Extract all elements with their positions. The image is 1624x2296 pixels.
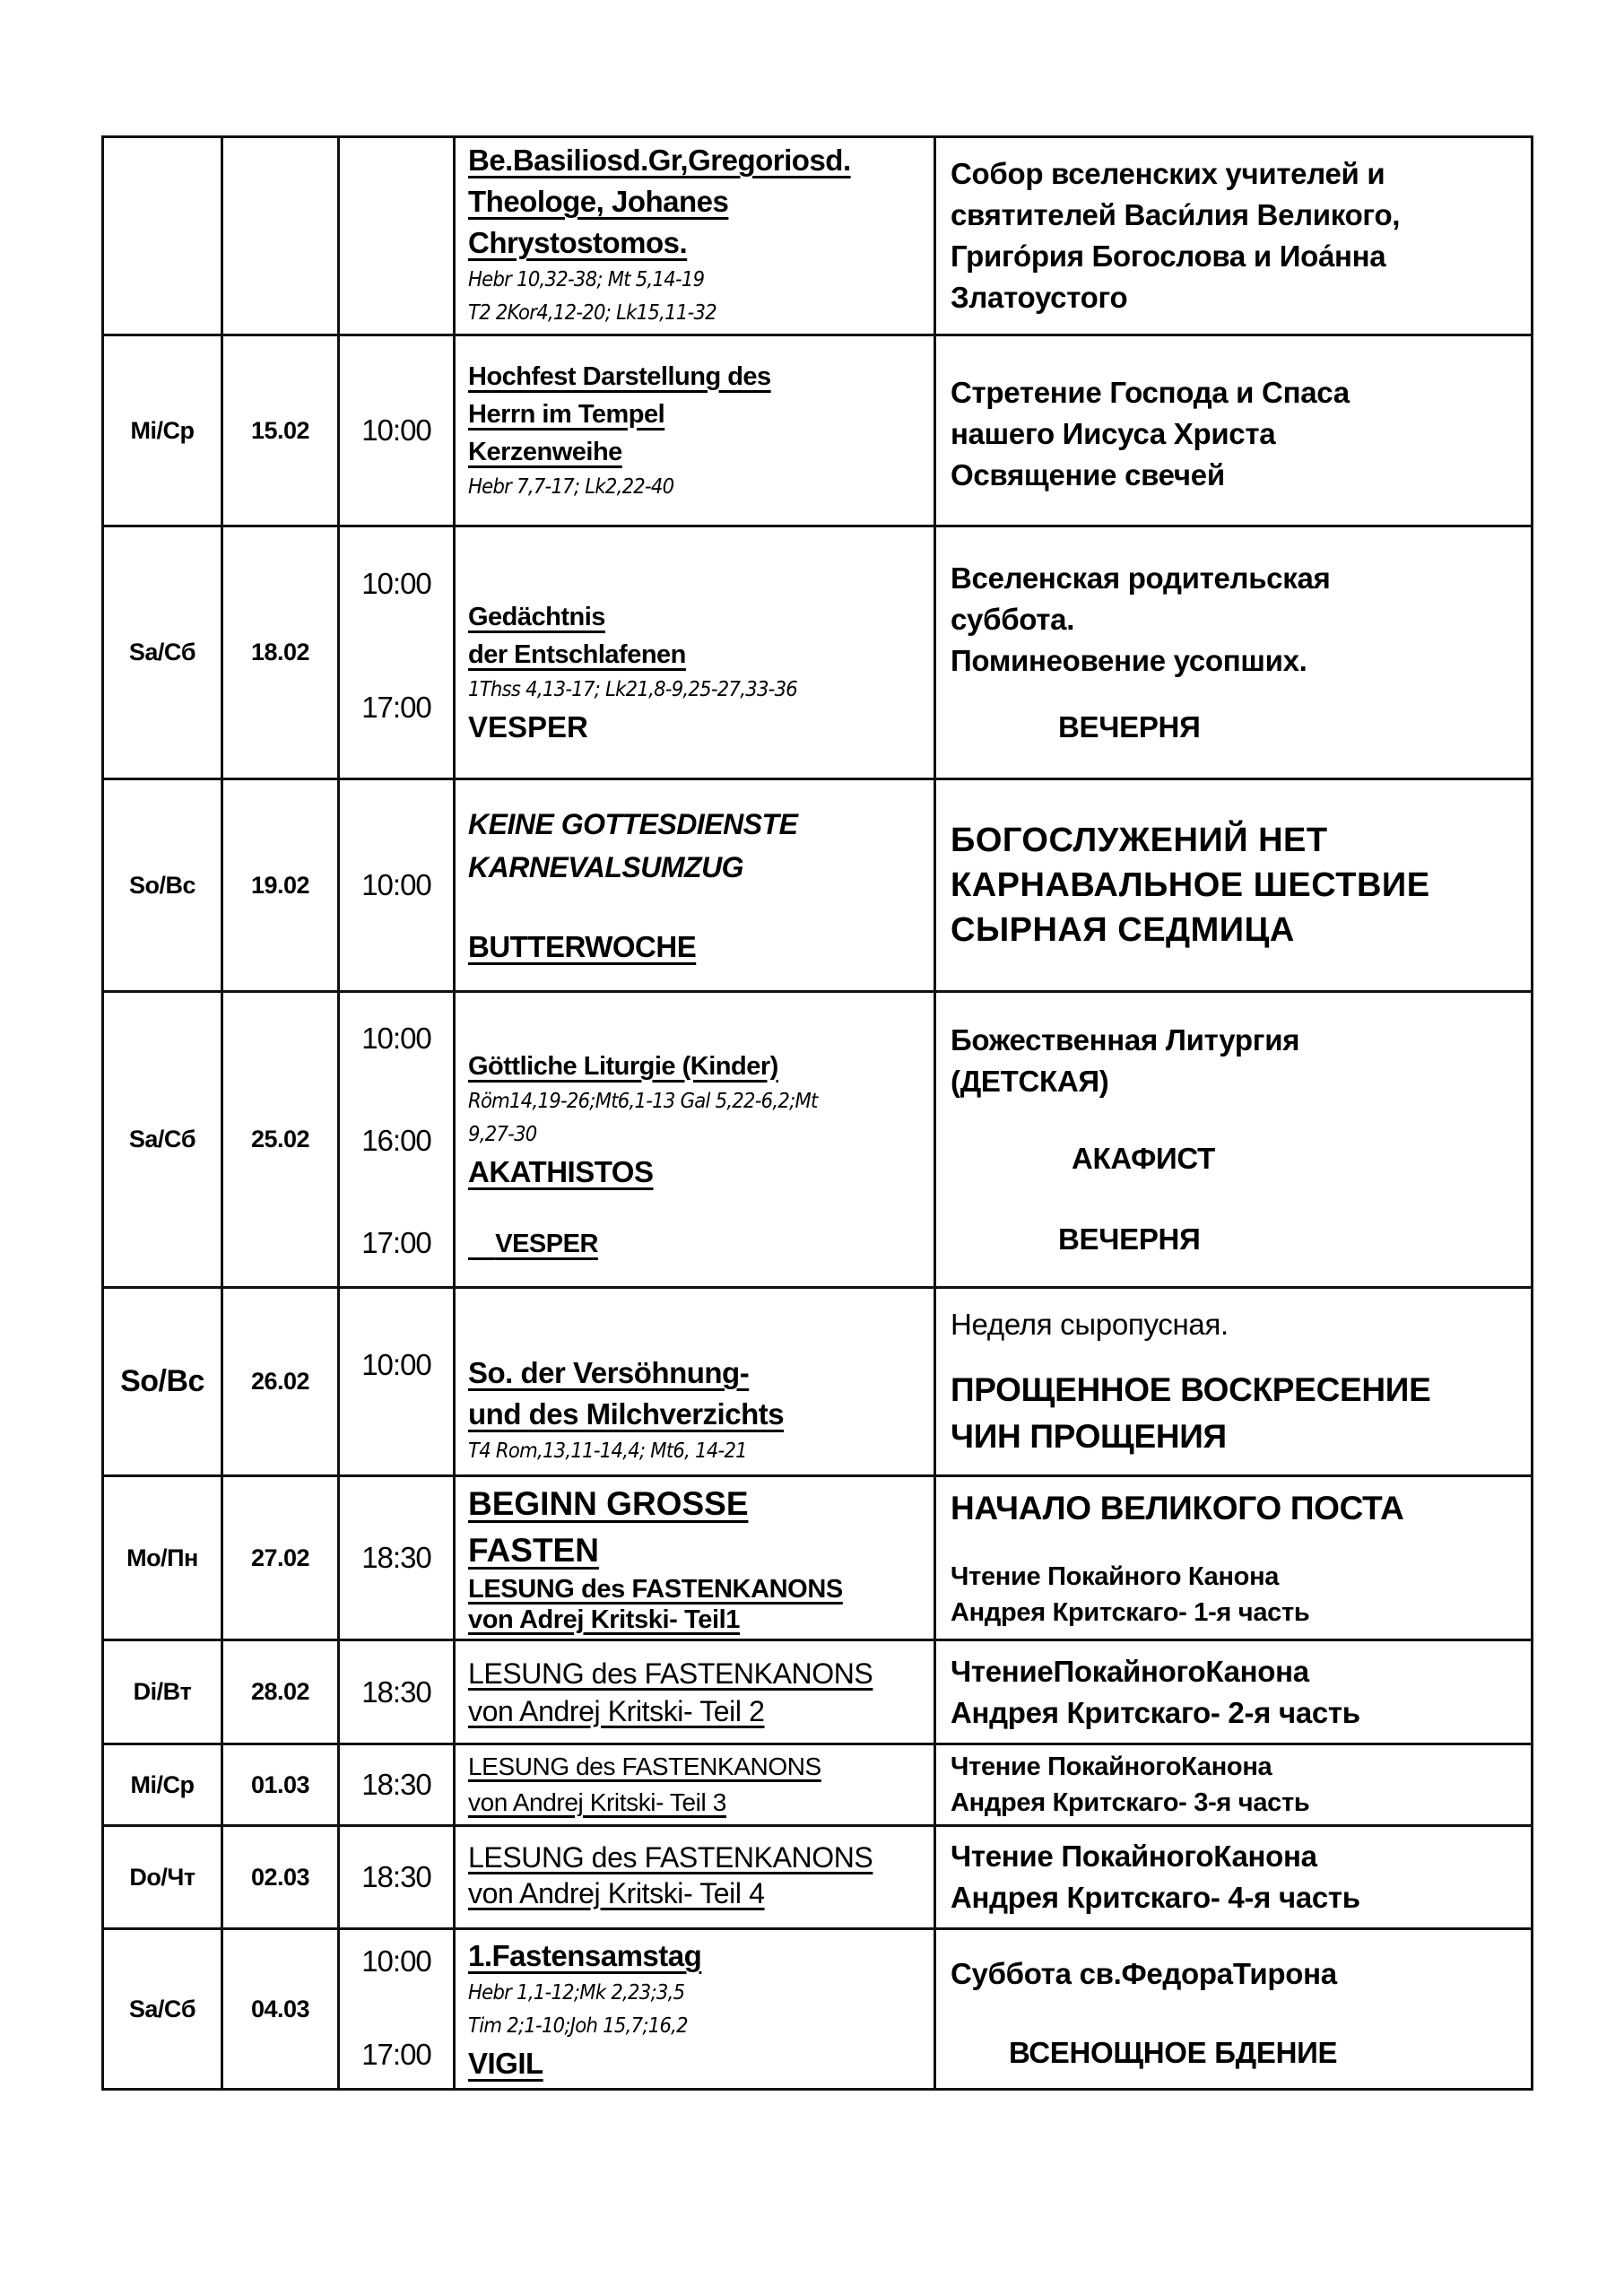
russian-text: Вселенская родительская — [951, 561, 1331, 595]
date-cell: 01.03 — [222, 1744, 339, 1826]
date-cell: 15.02 — [222, 335, 339, 526]
table-row — [103, 1640, 1533, 1744]
russian-text: Григо́рия Богослова и Иоа́нна — [951, 239, 1386, 273]
service-name — [468, 1225, 925, 1263]
notice-text: KARNEVALSUMZUG — [468, 851, 744, 883]
time: 18:30 — [361, 1768, 431, 1801]
russian-text: КАРНАВАЛЬНОЕ ШЕСТВИЕ — [951, 866, 1430, 904]
time-cell — [339, 1744, 455, 1826]
russian-text: ЧИН ПРОЩЕНИЯ — [951, 1417, 1227, 1455]
german-cell — [455, 1288, 935, 1476]
russian-text: Андрея Критскаго- 4-я часть — [951, 1881, 1360, 1914]
feast-title: 1.Fastensamstag — [468, 1939, 702, 1972]
scripture-reference: Hebr 1,1-12;Mk 2,23;3,5 — [468, 1981, 685, 2005]
russian-text: (ДЕТСКАЯ) — [951, 1064, 1109, 1098]
russian-heading: НАЧАЛО ВЕЛИКОГО ПОСТА — [951, 1490, 1404, 1526]
russian-cell — [935, 1288, 1533, 1476]
day-cell: Sa/Cб — [103, 992, 222, 1288]
lesung-text: von Andrej Kritski- Teil 3 — [468, 1788, 726, 1816]
date-cell: 27.02 — [222, 1476, 339, 1640]
russian-text: Освящение свечей — [951, 458, 1225, 491]
time-cell — [339, 1288, 455, 1476]
russian-text: Неделя сыропусная. — [951, 1307, 1229, 1341]
lesung-text: von Andrej Kritski- Teil 4 — [468, 1877, 765, 1909]
russian-text: Суббота св.ФедораТирона — [951, 1957, 1337, 1990]
day-cell: Sa/Cб — [103, 1929, 222, 2090]
russian-text: святителей Васи́лия Великого, — [951, 198, 1401, 231]
time: 18:30 — [361, 1541, 431, 1574]
table-row — [103, 992, 1533, 1288]
date-cell: 18.02 — [222, 526, 339, 779]
russian-text: ЧтениеПокайногоКанона — [951, 1654, 1309, 1688]
feast-title: Chrystostomos. — [468, 226, 688, 259]
time-cell — [339, 1826, 455, 1929]
table-row — [103, 1476, 1533, 1640]
scripture-reference: Hebr 10,32-38; Mt 5,14-19 — [468, 268, 705, 291]
russian-cell — [935, 1744, 1533, 1826]
russian-service-name: ВСЕНОЩНОЕ БДЕНИЕ — [1009, 2036, 1338, 2069]
day-cell: Mi/Cp — [103, 335, 222, 526]
day-cell: Mi/Cp — [103, 1744, 222, 1826]
table-row — [103, 335, 1533, 526]
service-name: AKATHISTOS — [468, 1154, 654, 1188]
date-cell: 04.03 — [222, 1929, 339, 2090]
lesung-text: von Adrej Kritski- Teil1 — [468, 1605, 741, 1634]
vesper-label: VESPER — [495, 1229, 598, 1258]
service-schedule-table — [101, 135, 1533, 2091]
date-cell: 26.02 — [222, 1288, 339, 1476]
time-cell — [339, 1640, 455, 1744]
date-cell: 02.03 — [222, 1826, 339, 1929]
day-cell: Mo/Пн — [103, 1476, 222, 1640]
day-cell: Do/Чт — [103, 1826, 222, 1929]
table-row — [103, 1744, 1533, 1826]
feast-title: Kerzenweihe — [468, 437, 622, 466]
russian-service-name: ВЕЧЕРНЯ — [1058, 709, 1201, 744]
german-cell — [455, 1476, 935, 1640]
german-cell — [455, 335, 935, 526]
time: 10:00 — [361, 1944, 431, 1978]
time-cell — [339, 1929, 455, 2090]
russian-text: Чтение ПокайногоКанона — [951, 1752, 1272, 1781]
german-cell — [455, 1640, 935, 1744]
russian-service-name: АКАФИСТ — [1072, 1141, 1215, 1175]
feast-title: Herrn im Tempel — [468, 399, 665, 429]
russian-cell — [935, 1929, 1533, 2090]
german-cell — [455, 1826, 935, 1929]
time: 17:00 — [361, 691, 431, 724]
russian-text: Собор вселенских учителей и — [951, 157, 1385, 190]
scripture-reference: 9,27-30 — [468, 1122, 537, 1146]
feast-title: BEGINN GROSSE — [468, 1485, 749, 1522]
russian-text: Поминеовение усопших. — [951, 643, 1307, 677]
time: 17:00 — [361, 2038, 431, 2071]
feast-title: So. der Versöhnung- — [468, 1356, 750, 1389]
time: 10:00 — [361, 1022, 431, 1055]
lesung-text: LESUNG des FASTENKANONS — [468, 1841, 873, 1874]
russian-text: Чтение Покайного Канона — [951, 1562, 1280, 1591]
german-cell — [455, 1744, 935, 1826]
day-cell — [103, 137, 222, 335]
feast-title: Gedächtnis — [468, 603, 605, 631]
feast-title: Hochfest Darstellung des — [468, 361, 771, 391]
time: 17:00 — [361, 1226, 431, 1259]
russian-text: Андрея Критскаго- 1-я часть — [951, 1598, 1310, 1627]
scripture-reference: Tim 2;1-10;Joh 15,7;16,2 — [468, 2014, 688, 2038]
service-name: VESPER — [468, 710, 588, 744]
russian-cell — [935, 1476, 1533, 1640]
russian-text: Андрея Критскаго- 2-я часть — [951, 1695, 1360, 1729]
time-cell — [339, 779, 455, 992]
feast-title: Theologe, Johanes — [468, 185, 729, 218]
time: 10:00 — [361, 413, 431, 447]
feast-title: FASTEN — [468, 1532, 599, 1569]
time: 10:00 — [361, 1348, 431, 1381]
date-cell: 25.02 — [222, 992, 339, 1288]
german-cell — [455, 779, 935, 992]
feast-title: der Entschlafenen — [468, 640, 686, 669]
russian-text: СЫРНАЯ СЕДМИЦА — [951, 911, 1295, 949]
date-cell — [222, 137, 339, 335]
table-row — [103, 1288, 1533, 1476]
lesung-text: von Andrej Kritski- Teil 2 — [468, 1694, 765, 1727]
scripture-reference: Röm14,19-26;Mt6,1-13 Gal 5,22-6,2;Mt — [468, 1089, 818, 1113]
russian-cell — [935, 1640, 1533, 1744]
scripture-reference: 1Thss 4,13-17; Lk21,8-9,25-27,33-36 — [468, 678, 798, 701]
russian-text: Чтение ПокайногоКанона — [951, 1839, 1317, 1873]
day-cell: Di/Bт — [103, 1640, 222, 1744]
time-cell — [339, 992, 455, 1288]
day-cell: So/Bc — [103, 779, 222, 992]
time-cell — [339, 526, 455, 779]
service-name: VIGIL — [468, 2047, 543, 2080]
feast-title: Be.Basiliosd.Gr,Gregoriosd. — [468, 144, 851, 177]
lesung-text: LESUNG des FASTENKANONS — [468, 1575, 843, 1604]
table-row — [103, 1929, 1533, 2090]
table-row — [103, 1826, 1533, 1929]
date-cell: 19.02 — [222, 779, 339, 992]
russian-text: ПРОЩЕННОЕ ВОСКРЕСЕНИЕ — [951, 1370, 1431, 1408]
lesung-text: LESUNG des FASTENKANONS — [468, 1657, 873, 1690]
feast-title: BUTTERWOCHE — [468, 930, 697, 963]
scripture-reference: Hebr 7,7-17; Lk2,22-40 — [468, 474, 674, 499]
russian-cell — [935, 1826, 1533, 1929]
russian-text: суббота. — [951, 602, 1075, 636]
german-cell — [455, 992, 935, 1288]
russian-text: Божественная Литургия — [951, 1022, 1300, 1057]
russian-cell — [935, 526, 1533, 779]
day-cell: So/Bc — [103, 1288, 222, 1476]
german-cell — [455, 526, 935, 779]
notice-text: KEINE GOTTESDIENSTE — [468, 808, 798, 840]
russian-service-name: ВЕЧЕРНЯ — [1058, 1222, 1201, 1256]
russian-text: Андрея Критскаго- 3-я часть — [951, 1788, 1310, 1817]
russian-text: Златоустого — [951, 281, 1128, 314]
russian-cell — [935, 335, 1533, 526]
russian-text: БОГОСЛУЖЕНИЙ НЕТ — [951, 822, 1328, 859]
table-row — [103, 779, 1533, 992]
feast-title: Göttliche Liturgie (Kinder) — [468, 1051, 778, 1081]
table-row — [103, 526, 1533, 779]
time-cell — [339, 1476, 455, 1640]
time: 18:30 — [361, 1674, 431, 1709]
table-row — [103, 137, 1533, 335]
feast-title: und des Milchverzichts — [468, 1397, 785, 1431]
time: 18:30 — [361, 1860, 431, 1893]
russian-text: нашего Иисуса Христа — [951, 417, 1276, 450]
time: 10:00 — [361, 868, 431, 901]
scripture-reference: T4 Rom,13,11-14,4; Mt6, 14-21 — [468, 1439, 747, 1463]
russian-text: Стретение Господа и Спаса — [951, 376, 1350, 409]
lesung-text: LESUNG des FASTENKANONS — [468, 1752, 821, 1780]
date-cell: 28.02 — [222, 1640, 339, 1744]
german-cell — [455, 137, 935, 335]
russian-cell — [935, 137, 1533, 335]
time-cell — [339, 335, 455, 526]
german-cell — [455, 1929, 935, 2090]
time-cell — [339, 137, 455, 335]
time: 16:00 — [361, 1124, 431, 1157]
russian-cell — [935, 779, 1533, 992]
russian-cell — [935, 992, 1533, 1288]
day-cell: Sa/Cб — [103, 526, 222, 779]
scripture-reference: T2 2Kor4,12-20; Lk15,11-32 — [468, 301, 716, 325]
time: 10:00 — [361, 567, 431, 600]
